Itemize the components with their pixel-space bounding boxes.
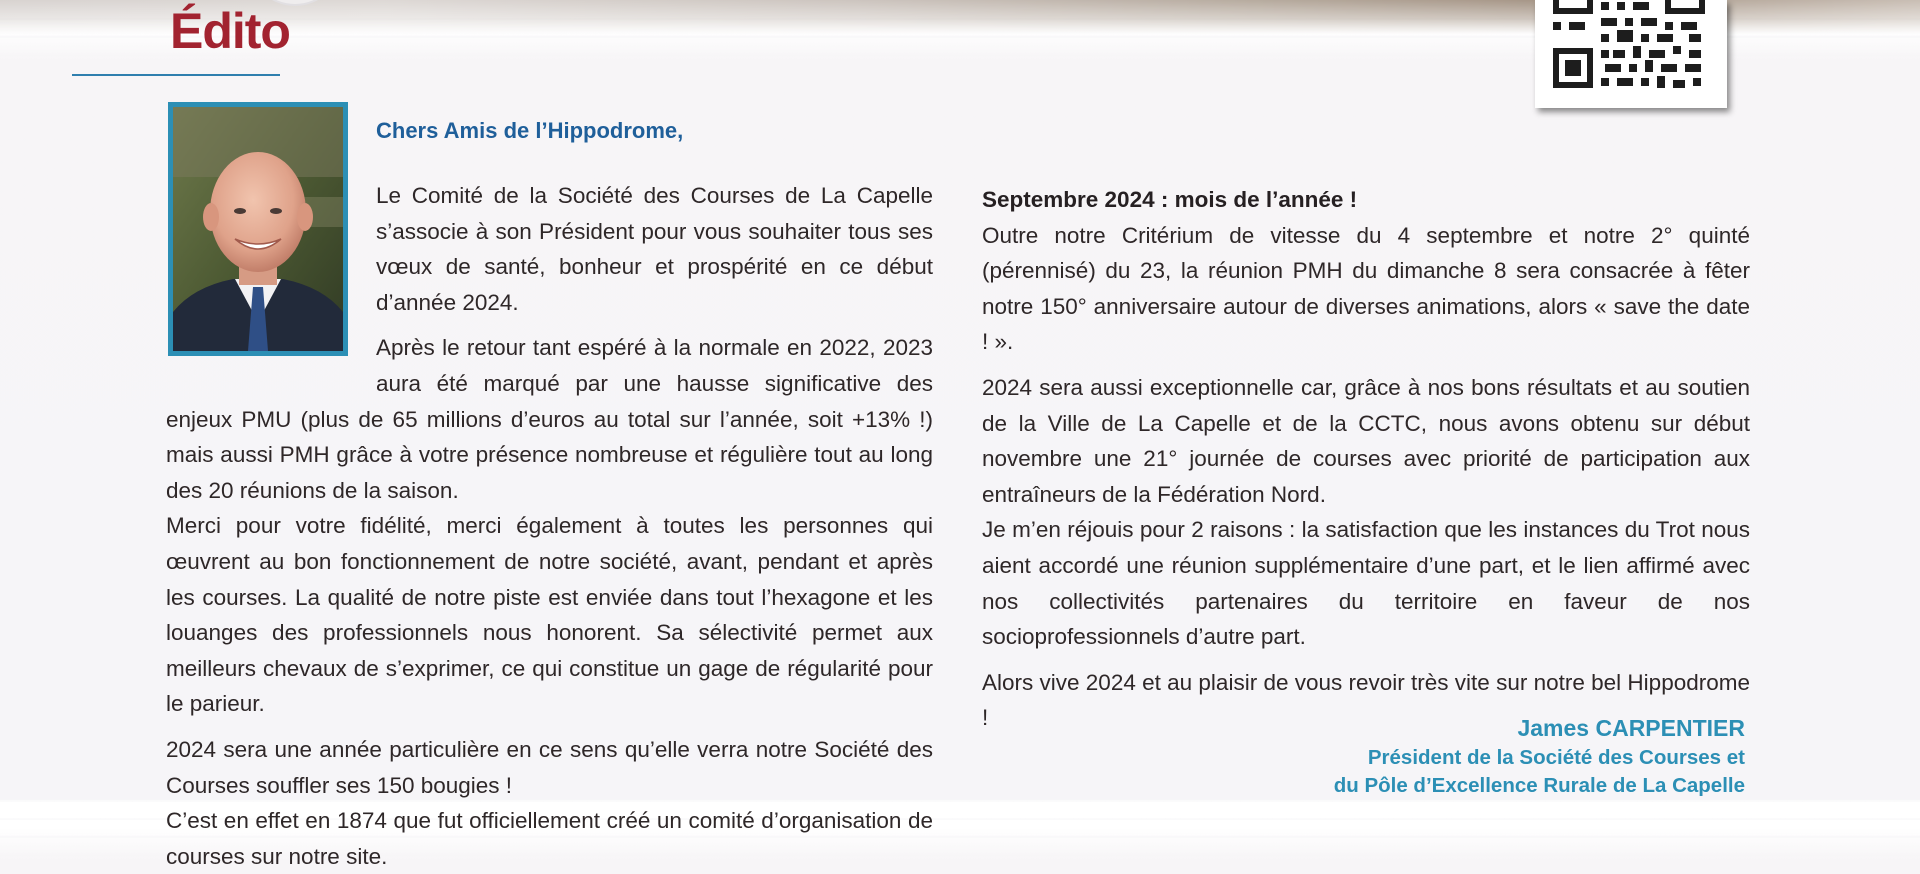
left-paragraph-3: Merci pour votre fidélité, merci également à toutes les personnes qui œuvrent au bon fonctionnement de notre société, avant, pendant et après les courses. La qualité de notre piste est enviée dans tout l’hexagone et les louanges des professionnels nous honorent. Sa sélectivité permet aux meilleurs chevaux de s’exprimer, ce qui constitue un gage de régularité pour le parieur.: [166, 513, 933, 717]
right-paragraph-2: 2024 sera aussi exceptionnelle car, grâce à nos bons résultats et au soutien de la Ville de La Capelle et de la CCTC, nous avons obtenu sur début novembre une 21° journée de courses avec priorité de participation aux entraîneurs de la Fédération Nord.: [982, 374, 1750, 507]
left-paragraph-4: 2024 sera une année particulière en ce sens qu’elle verra notre Société des Courses souffler ses 150 bougies !: [166, 736, 933, 798]
signature-name: James CARPENTIER: [1517, 715, 1745, 741]
qr-code-icon: [1549, 0, 1709, 96]
left-column: [166, 178, 933, 874]
right-section-1: [982, 182, 1750, 360]
qr-code: [1535, 0, 1727, 108]
left-paragraph-5: C’est en effet en 1874 que fut officiellement créé un comité d’organisation de courses sur notre site.: [166, 808, 933, 869]
paragraph-gap: [982, 655, 1750, 665]
right-paragraph-4: Alors vive 2024 et au plaisir de vous revoir très vite sur notre bel Hippodrome !: [982, 669, 1750, 731]
signature-block: [1334, 712, 1745, 800]
photo-float-spacer: [166, 178, 376, 368]
right-paragraph-1: Outre notre Critérium de vitesse du 4 septembre et notre 2° quinté (pérennisé) du 23, la réunion PMH du dimanche 8 sera consacrée à fêter notre 150° anniversaire autour de diverses animations, alors « save the date ! ».: [982, 222, 1750, 355]
section-heading: Septembre 2024 : mois de l’année !: [982, 187, 1358, 212]
paragraph-gap: [982, 360, 1750, 370]
left-paragraph-2: Après le retour tant espéré à la normale en 2022, 2023 aura été marqué par une hausse significative des enjeux PMU (plus de 65 millions d’euros au total sur l’année, soit +13% !) mais aussi PMH grâce à votre présence nombreuse et régulière tout au long des 20 réunions de la saison.: [166, 335, 933, 503]
left-paragraph-1: Le Comité de la Société des Courses de La Capelle s’associe à son Président pour vous souhaiter tous ses vœux de santé, bonheur et prospérité en ce début d’année 2024.: [376, 183, 933, 315]
page-title: Édito: [170, 3, 290, 59]
right-paragraph-3: Je m’en réjouis pour 2 raisons : la satisfaction que les instances du Trot nous aient accordé une réunion supplémentaire d’une part, et le lien affirmé avec nos collectivités partenaires du territoire en faveur de nos socioprofessionnels d’autre part.: [982, 517, 1750, 650]
signature-title-line-1: Président de la Société des Courses et: [1367, 746, 1745, 769]
right-column: [982, 182, 1750, 736]
letter-salutation: Chers Amis de l’Hippodrome,: [376, 118, 684, 143]
title-underline: [72, 74, 280, 76]
signature-title-line-2: du Pôle d’Excellence Rurale de La Capelle: [1333, 774, 1745, 797]
